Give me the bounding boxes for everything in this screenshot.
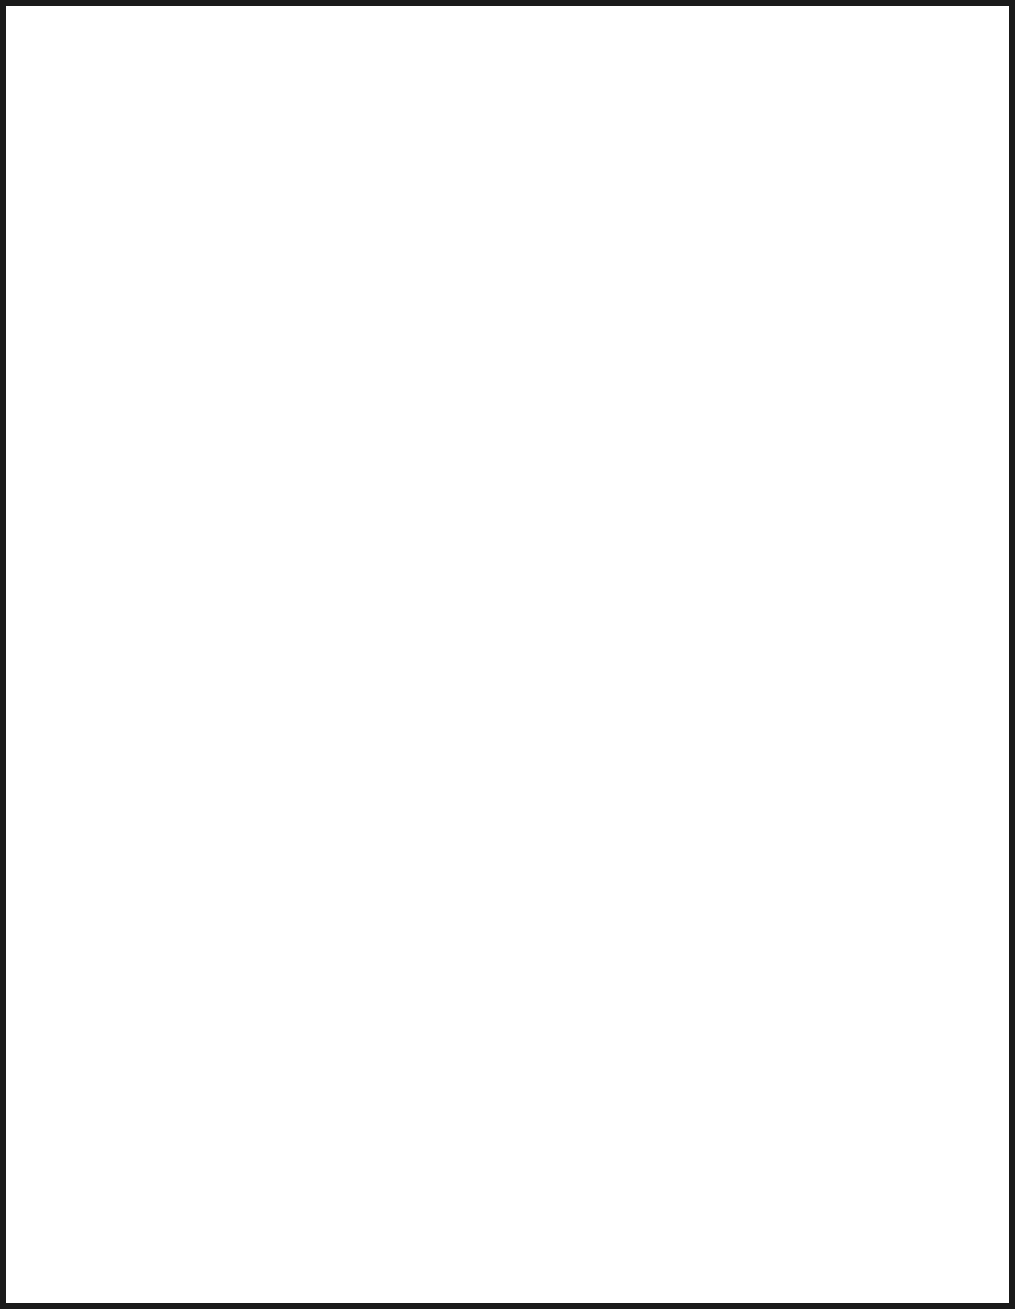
document-page — [6, 6, 1009, 1303]
ecf-header — [6, 31, 1009, 53]
